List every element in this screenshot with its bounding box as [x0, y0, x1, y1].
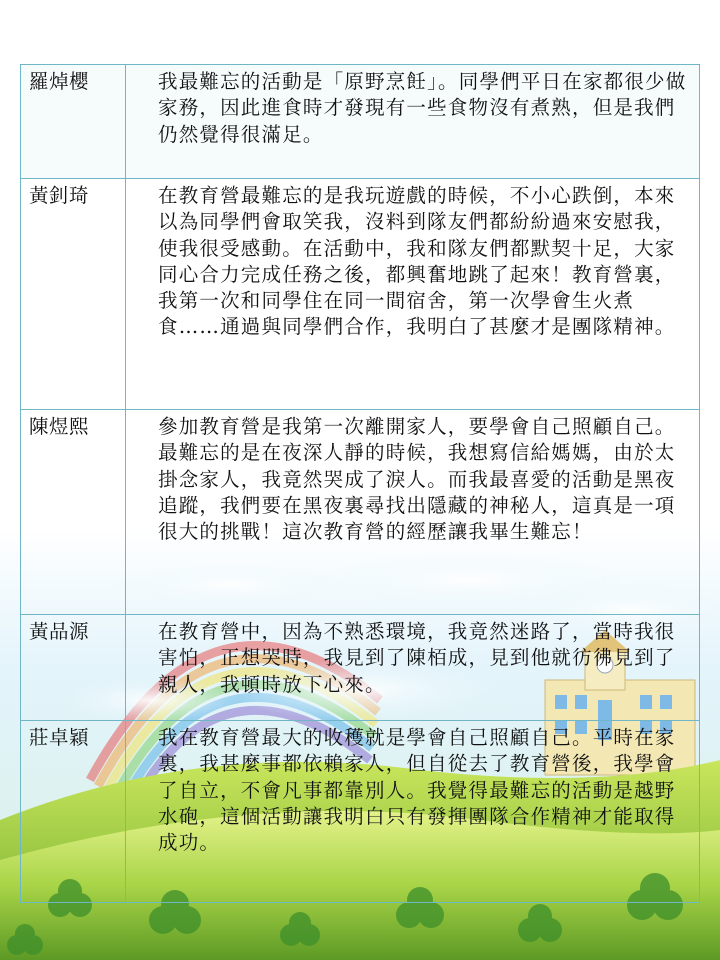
reflection-text: 我在教育營最大的收穫就是學會自己照顧自己。平時在家裏，我甚麼事都依賴家人，但自從去了教育營後，我學會了自立，不會凡事都靠別人。我覺得最難忘的活動是越野水砲，這個活動讓我明白只有發揮團隊合作精神才能取得成功。: [126, 721, 700, 903]
student-name: 黃品源: [21, 615, 126, 721]
reflection-text: 在教育營最難忘的是我玩遊戲的時候，不小心跌倒，本來以為同學們會取笑我，沒料到隊友們都紛紛過來安慰我，使我很受感動。在活動中，我和隊友們都默契十足，大家同心合力完成任務之後，都興奮地跳了起來！教育營裏，我第一次和同學住在同一間宿舍，第一次學會生火煮食……通過與同學們合作，我明白了甚麼才是團隊精神。: [126, 179, 700, 410]
student-name: 羅焯櫻: [21, 65, 126, 179]
reflection-text: 在教育營中，因為不熟悉環境，我竟然迷路了，當時我很害怕，正想哭時，我見到了陳栢成，見到他就彷彿見到了親人，我頓時放下心來。: [126, 615, 700, 721]
student-name: 莊卓穎: [21, 721, 126, 903]
student-name: 陳煜熙: [21, 410, 126, 615]
table-row: [21, 615, 700, 721]
student-name: 黃釗琦: [21, 179, 126, 410]
reflection-table: [20, 64, 700, 903]
table-row: [21, 179, 700, 410]
table-row: [21, 65, 700, 179]
reflection-text: 我最難忘的活動是「原野烹飪」。同學們平日在家都很少做家務，因此進食時才發現有一些食物沒有煮熟，但是我們仍然覺得很滿足。: [126, 65, 700, 179]
table-row: [21, 721, 700, 903]
reflection-text: 參加教育營是我第一次離開家人，要學會自己照顧自己。最難忘的是在夜深人靜的時候，我想寫信給媽媽，由於太掛念家人，我竟然哭成了淚人。而我最喜愛的活動是黑夜追蹤，我們要在黑夜裏尋找出隱藏的神秘人，這真是一項很大的挑戰！這次教育營的經歷讓我畢生難忘！: [126, 410, 700, 615]
table-row: [21, 410, 700, 615]
